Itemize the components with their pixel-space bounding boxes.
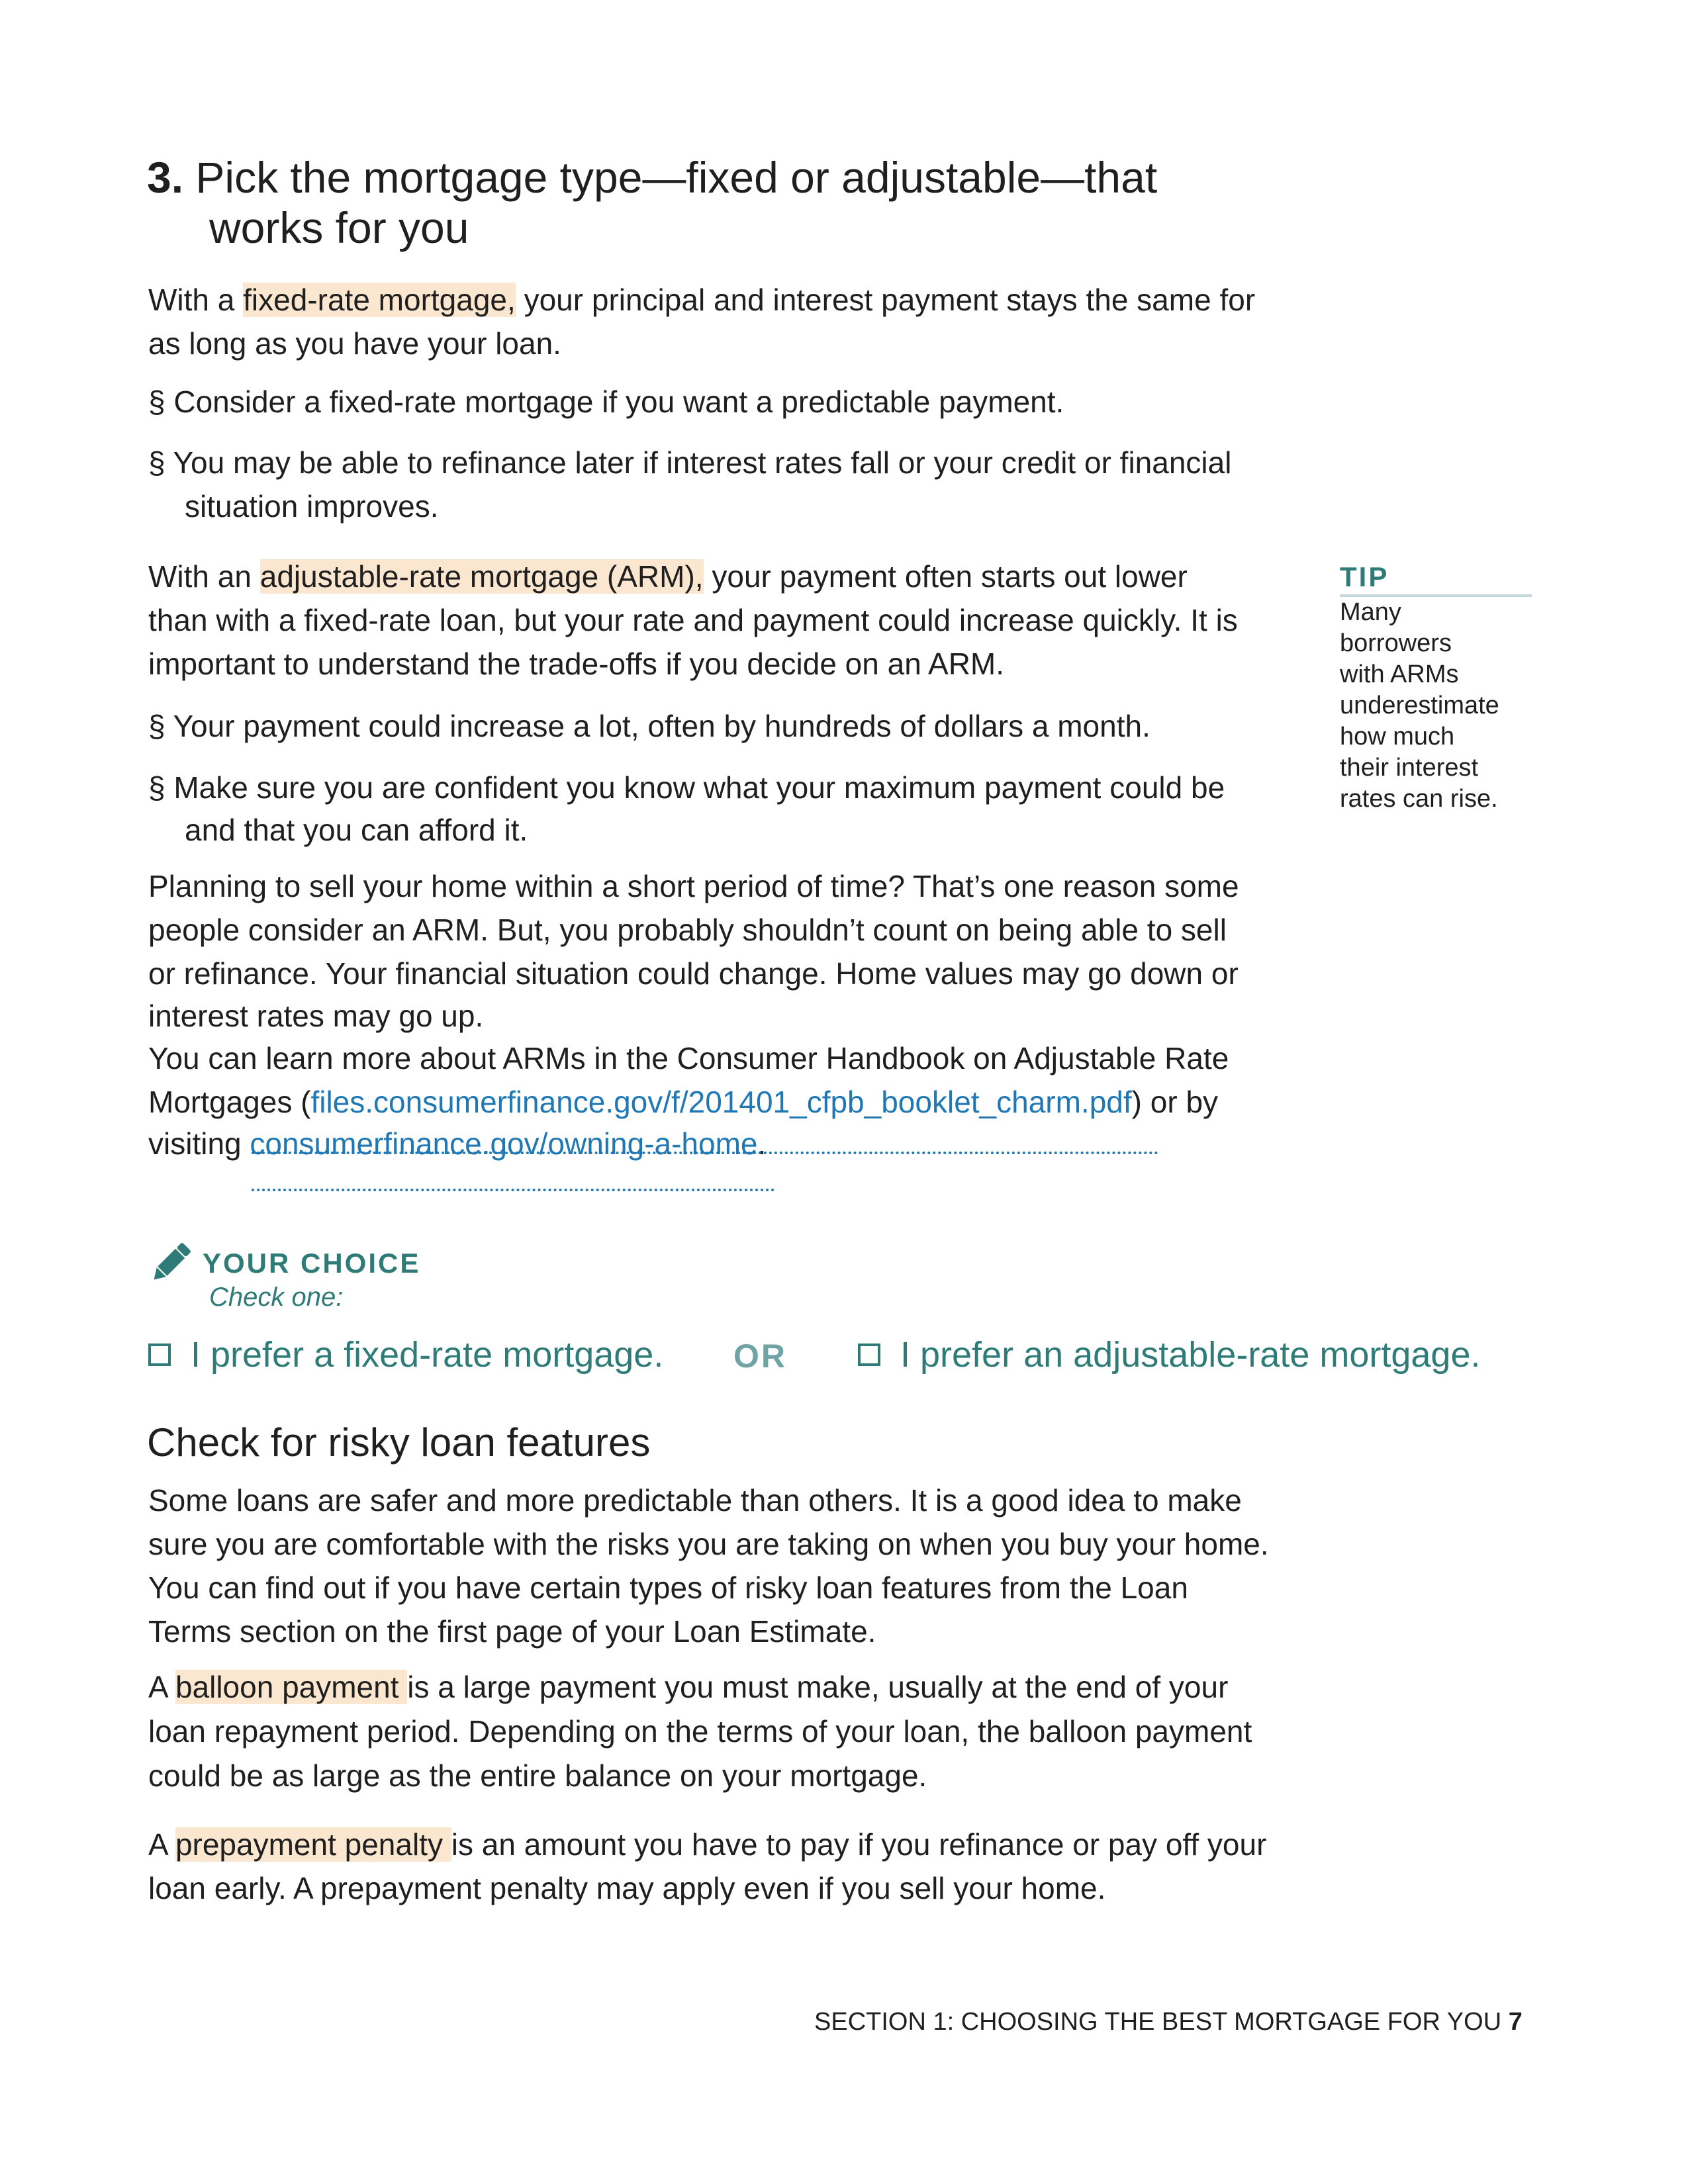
heading-line2: works for you bbox=[209, 203, 469, 252]
risky-intro-line1: Some loans are safer and more predictable than others. It is a good idea to make bbox=[148, 1483, 1242, 1518]
planning-line6-post: ) or by bbox=[1131, 1085, 1219, 1119]
checkbox-icon[interactable] bbox=[858, 1343, 880, 1366]
prepay-post: is an amount you have to pay if you refinance or pay off your bbox=[451, 1827, 1267, 1862]
arm-bullet-1: § Your payment could increase a lot, often by hundreds of dollars a month. bbox=[148, 709, 1150, 743]
tip-line: Many bbox=[1340, 598, 1401, 626]
heading-number: 3. bbox=[147, 153, 184, 202]
charm-booklet-link[interactable]: files.consumerfinance.gov/f/201401_cfpb_booklet_charm.pdf bbox=[310, 1085, 1132, 1119]
fixed-bullet-2-line2: situation improves. bbox=[185, 489, 439, 523]
fixed-intro-line2: as long as you have your loan. bbox=[148, 326, 561, 361]
prepay-pre: A bbox=[148, 1827, 175, 1862]
tip-box bbox=[1340, 561, 1532, 815]
risky-intro-line3: You can find out if you have certain types of risky loan features from the Loan bbox=[148, 1570, 1188, 1605]
planning-paragraph bbox=[148, 864, 1313, 1163]
prepay-line2: loan early. A prepayment penalty may apply even if you sell your home. bbox=[148, 1871, 1106, 1905]
fixed-intro-pre: With a bbox=[148, 283, 244, 317]
balloon-pre: A bbox=[148, 1670, 175, 1704]
balloon-payment-term: balloon payment bbox=[175, 1670, 408, 1704]
balloon-paragraph bbox=[148, 1665, 1313, 1798]
checkbox-icon[interactable] bbox=[148, 1343, 171, 1366]
risky-heading: Check for risky loan features bbox=[147, 1420, 651, 1465]
planning-line7-post: . bbox=[757, 1126, 767, 1161]
arm-intro-pre: With an bbox=[148, 559, 260, 594]
tip-line: how much bbox=[1340, 723, 1455, 751]
fixed-intro-post: your principal and interest payment stays the same for bbox=[515, 283, 1256, 317]
page-footer bbox=[814, 2005, 1523, 2038]
fixed-intro bbox=[148, 278, 1300, 365]
risky-intro-line2: sure you are comfortable with the risks you are taking on when you buy your home. bbox=[148, 1527, 1269, 1561]
planning-line3: or refinance. Your financial situation could change. Home values may go down or bbox=[148, 956, 1239, 991]
option-arm-label: I prefer an adjustable-rate mortgage. bbox=[900, 1335, 1481, 1375]
arm-intro bbox=[148, 555, 1300, 686]
link-dotted-rule-1 bbox=[252, 1152, 1158, 1154]
arm-bullet-2 bbox=[148, 766, 1300, 851]
check-one-label: Check one: bbox=[209, 1283, 344, 1312]
option-fixed-label: I prefer a fixed-rate mortgage. bbox=[191, 1335, 664, 1375]
planning-line6-pre: Mortgages ( bbox=[148, 1085, 311, 1119]
arm-intro-line3: important to understand the trade-offs if you decide on an ARM. bbox=[148, 647, 1005, 681]
tip-line: underestimate bbox=[1340, 692, 1499, 719]
arm-bullet-2-line2: and that you can afford it. bbox=[185, 813, 528, 847]
fixed-bullet-2 bbox=[148, 441, 1300, 528]
tip-line: their interest bbox=[1340, 754, 1479, 782]
balloon-line2: loan repayment period. Depending on the terms of your loan, the balloon payment bbox=[148, 1714, 1252, 1749]
page-number: 7 bbox=[1508, 2008, 1523, 2036]
planning-line4: interest rates may go up. bbox=[148, 999, 484, 1033]
planning-line2: people consider an ARM. But, you probably shouldn’t count on being able to sell bbox=[148, 913, 1227, 947]
footer-section: SECTION 1: CHOOSING THE BEST MORTGAGE FOR YOU bbox=[814, 2008, 1502, 2036]
arm-intro-post: your payment often starts out lower bbox=[703, 559, 1188, 594]
pencil-icon bbox=[147, 1239, 195, 1287]
your-choice-title: YOUR CHOICE bbox=[203, 1248, 421, 1279]
arm-intro-line2: than with a fixed-rate loan, but your rate and payment could increase quickly. It is bbox=[148, 603, 1238, 637]
tip-text bbox=[1340, 597, 1532, 815]
planning-line1: Planning to sell your home within a short period of time? That’s one reason some bbox=[148, 869, 1239, 903]
fixed-bullet-2-line1: § You may be able to refinance later if interest rates fall or your credit or financial bbox=[148, 445, 1232, 480]
fixed-bullet-1: § Consider a fixed-rate mortgage if you want a predictable payment. bbox=[148, 385, 1064, 419]
link-dotted-rule-2 bbox=[252, 1189, 774, 1191]
arm-term: adjustable-rate mortgage (ARM), bbox=[259, 559, 704, 594]
arm-bullet-2-line1: § Make sure you are confident you know what your maximum payment could be bbox=[148, 770, 1225, 805]
heading-line1: Pick the mortgage type—fixed or adjustable—that bbox=[195, 153, 1158, 202]
tip-line: with ARMs bbox=[1340, 660, 1459, 688]
option-fixed[interactable] bbox=[148, 1332, 663, 1378]
prepayment-penalty-term: prepayment penalty bbox=[175, 1827, 451, 1862]
tip-line: borrowers bbox=[1340, 629, 1452, 657]
tip-label: TIP bbox=[1340, 561, 1389, 592]
risky-intro bbox=[148, 1479, 1313, 1653]
owning-a-home-link[interactable]: consumerfinance.gov/owning-a-home bbox=[250, 1126, 758, 1161]
balloon-line3: could be as large as the entire balance on your mortgage. bbox=[148, 1758, 927, 1793]
risky-intro-line4: Terms section on the first page of your Loan Estimate. bbox=[148, 1614, 876, 1649]
balloon-post: is a large payment you must make, usually at the end of your bbox=[407, 1670, 1229, 1704]
fixed-rate-term: fixed-rate mortgage, bbox=[243, 283, 516, 317]
or-separator: OR bbox=[733, 1338, 787, 1375]
option-arm[interactable] bbox=[858, 1332, 1481, 1378]
planning-line5: You can learn more about ARMs in the Consumer Handbook on Adjustable Rate bbox=[148, 1041, 1229, 1075]
prepayment-paragraph bbox=[148, 1823, 1313, 1910]
planning-line7-pre: visiting bbox=[148, 1126, 250, 1161]
tip-line: rates can rise. bbox=[1340, 785, 1498, 813]
section-heading bbox=[147, 152, 1157, 253]
